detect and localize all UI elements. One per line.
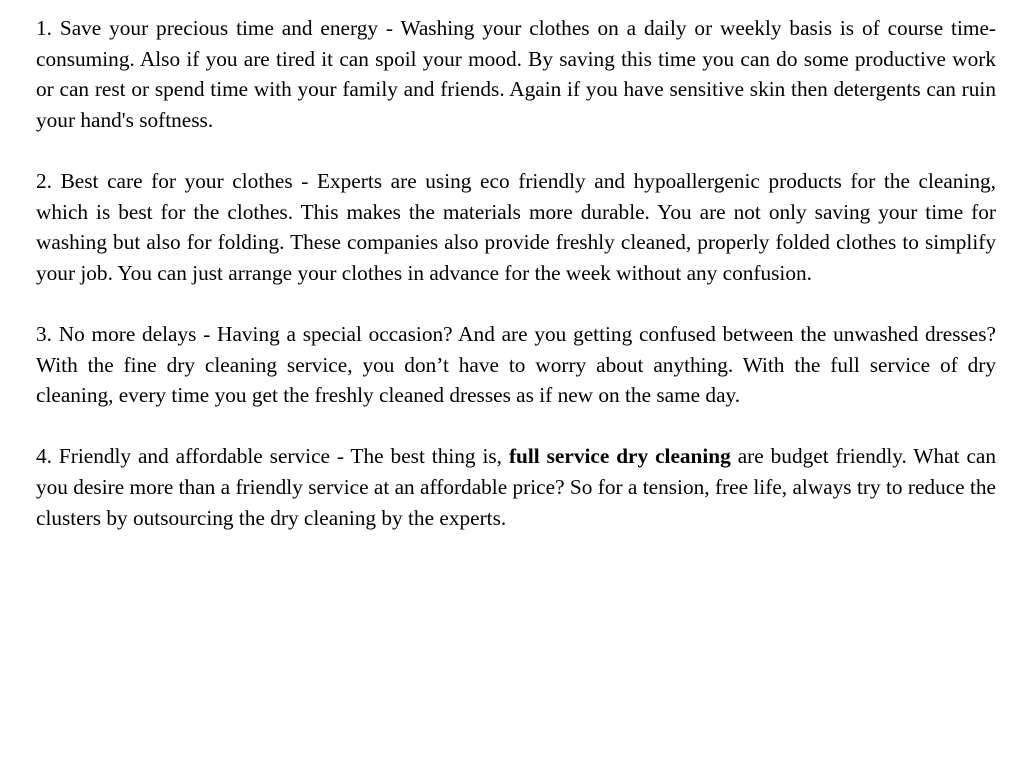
paragraph-friendly-service-tail: are budget friendly. What can you desire more than a friendly service at an affordable price? So for a tension, free life, always try to reduce the clusters by outsourcing the dry cleaning by the experts. (36, 444, 997, 530)
paragraph-best-care: 2. Best care for your clothes - Experts are using eco friendly and hypoallergenic products for the cleaning, which is best for the clothes. This makes the materials more durable. You are not only saving your time for washing but also for folding. These companies also provide freshly cleaned, properly folded clothes to simplify your job. You can just arrange your clothes in advance for the week without any confusion. (36, 168, 996, 285)
paragraph-friendly-service (36, 441, 996, 533)
paragraph-friendly-service-lead: 4. Friendly and affordable service - The best thing is, (36, 444, 509, 469)
full-service-dry-cleaning-term: full service dry cleaning (508, 444, 731, 469)
paragraph-save-time: 1. Save your precious time and energy - Washing your clothes on a daily or weekly basis is of course time-consuming. Also if you are tired it can spoil your mood. By saving this time you can do some productive work or can rest or spend time with your family and friends. Again if you have sensitive skin then detergents can ruin your hand's softness. (36, 16, 996, 132)
paragraph-no-delays: 3. No more delays - Having a special occasion? And are you getting confused between the unwashed dresses? With the fine dry cleaning service, you don’t have to worry about anything. With the full service of dry cleaning, every time you get the freshly cleaned dresses as if new on the same day. (36, 321, 996, 408)
